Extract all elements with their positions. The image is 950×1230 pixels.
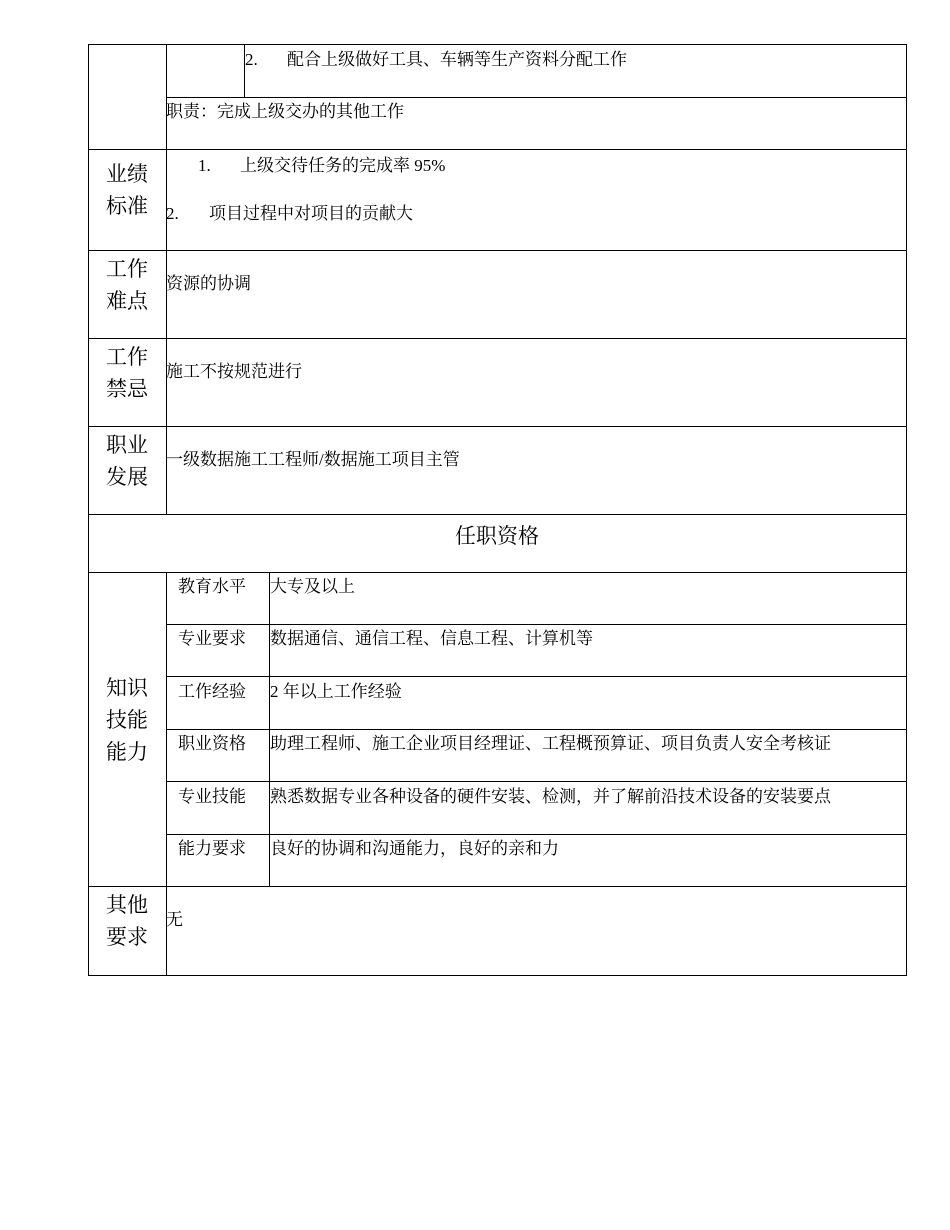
qualification-row-name: 工作经验 bbox=[178, 682, 246, 701]
difficulty-text: 资源的协调 bbox=[166, 274, 251, 293]
performance-label-line1: 业绩 bbox=[106, 162, 148, 186]
performance-item1-number: 1. bbox=[198, 156, 211, 175]
qualification-row-value: 助理工程师、施工企业项目经理证、工程概预算证、项目负责人安全考核证 bbox=[270, 734, 831, 753]
other-label bbox=[88, 889, 166, 953]
knowledge-label bbox=[88, 672, 166, 768]
row-divider bbox=[166, 834, 907, 835]
qualification-row-value: 良好的协调和沟通能力，良好的亲和力 bbox=[270, 839, 559, 858]
other-text: 无 bbox=[166, 910, 183, 929]
performance-item2-text: 项目过程中对项目的贡献大 bbox=[209, 204, 413, 223]
qualification-row-name: 专业技能 bbox=[178, 787, 246, 806]
row-divider bbox=[166, 624, 907, 625]
row-divider bbox=[88, 514, 907, 515]
row-divider bbox=[88, 250, 907, 251]
difficulty-label-line1: 工作 bbox=[106, 257, 148, 281]
row-divider bbox=[88, 426, 907, 427]
other-duty-text: 职责：完成上级交办的其他工作 bbox=[166, 102, 404, 121]
duty-number: 2. bbox=[245, 50, 258, 69]
taboo-label-line2: 禁忌 bbox=[106, 377, 148, 401]
performance-label-line2: 标准 bbox=[106, 194, 148, 218]
qualification-row-name: 教育水平 bbox=[178, 577, 246, 596]
qualification-row-name: 专业要求 bbox=[178, 629, 246, 648]
taboo-label-line1: 工作 bbox=[106, 345, 148, 369]
row-divider bbox=[166, 97, 907, 98]
row-divider bbox=[166, 781, 907, 782]
qualification-row-value: 熟悉数据专业各种设备的硬件安装、检测，并了解前沿技术设备的安装要点 bbox=[270, 787, 831, 806]
row-divider bbox=[88, 338, 907, 339]
row-divider bbox=[166, 729, 907, 730]
qualification-title: 任职资格 bbox=[455, 524, 539, 548]
qualification-row-value: 大专及以上 bbox=[270, 577, 355, 596]
qualification-row-value: 数据通信、通信工程、信息工程、计算机等 bbox=[270, 629, 593, 648]
knowledge-label-line1: 知识 bbox=[106, 676, 148, 700]
job-description-table bbox=[88, 44, 907, 976]
difficulty-label bbox=[88, 253, 166, 317]
other-label-line1: 其他 bbox=[106, 893, 148, 917]
taboo-label bbox=[88, 341, 166, 405]
difficulty-label-line2: 难点 bbox=[106, 289, 148, 313]
performance-item2-number: 2. bbox=[166, 204, 179, 223]
knowledge-label-line2: 技能 bbox=[106, 708, 148, 732]
row-divider bbox=[166, 676, 907, 677]
taboo-text: 施工不按规范进行 bbox=[166, 362, 302, 381]
knowledge-label-line3: 能力 bbox=[106, 740, 148, 764]
performance-item1-text: 上级交待任务的完成率 95% bbox=[240, 156, 446, 175]
row-divider bbox=[88, 149, 907, 150]
row-divider bbox=[88, 886, 907, 887]
qualification-row-name: 职业资格 bbox=[178, 734, 246, 753]
career-label-line1: 职业 bbox=[106, 433, 148, 457]
other-label-line2: 要求 bbox=[106, 925, 148, 949]
career-label bbox=[88, 429, 166, 493]
performance-label bbox=[88, 158, 166, 222]
qualification-row-name: 能力要求 bbox=[178, 839, 246, 858]
qualification-row-value: 2 年以上工作经验 bbox=[270, 682, 402, 701]
career-text: 一级数据施工工程师/数据施工项目主管 bbox=[166, 450, 460, 469]
career-label-line2: 发展 bbox=[106, 465, 148, 489]
row-divider bbox=[88, 572, 907, 573]
duty-text: 配合上级做好工具、车辆等生产资料分配工作 bbox=[287, 50, 627, 69]
